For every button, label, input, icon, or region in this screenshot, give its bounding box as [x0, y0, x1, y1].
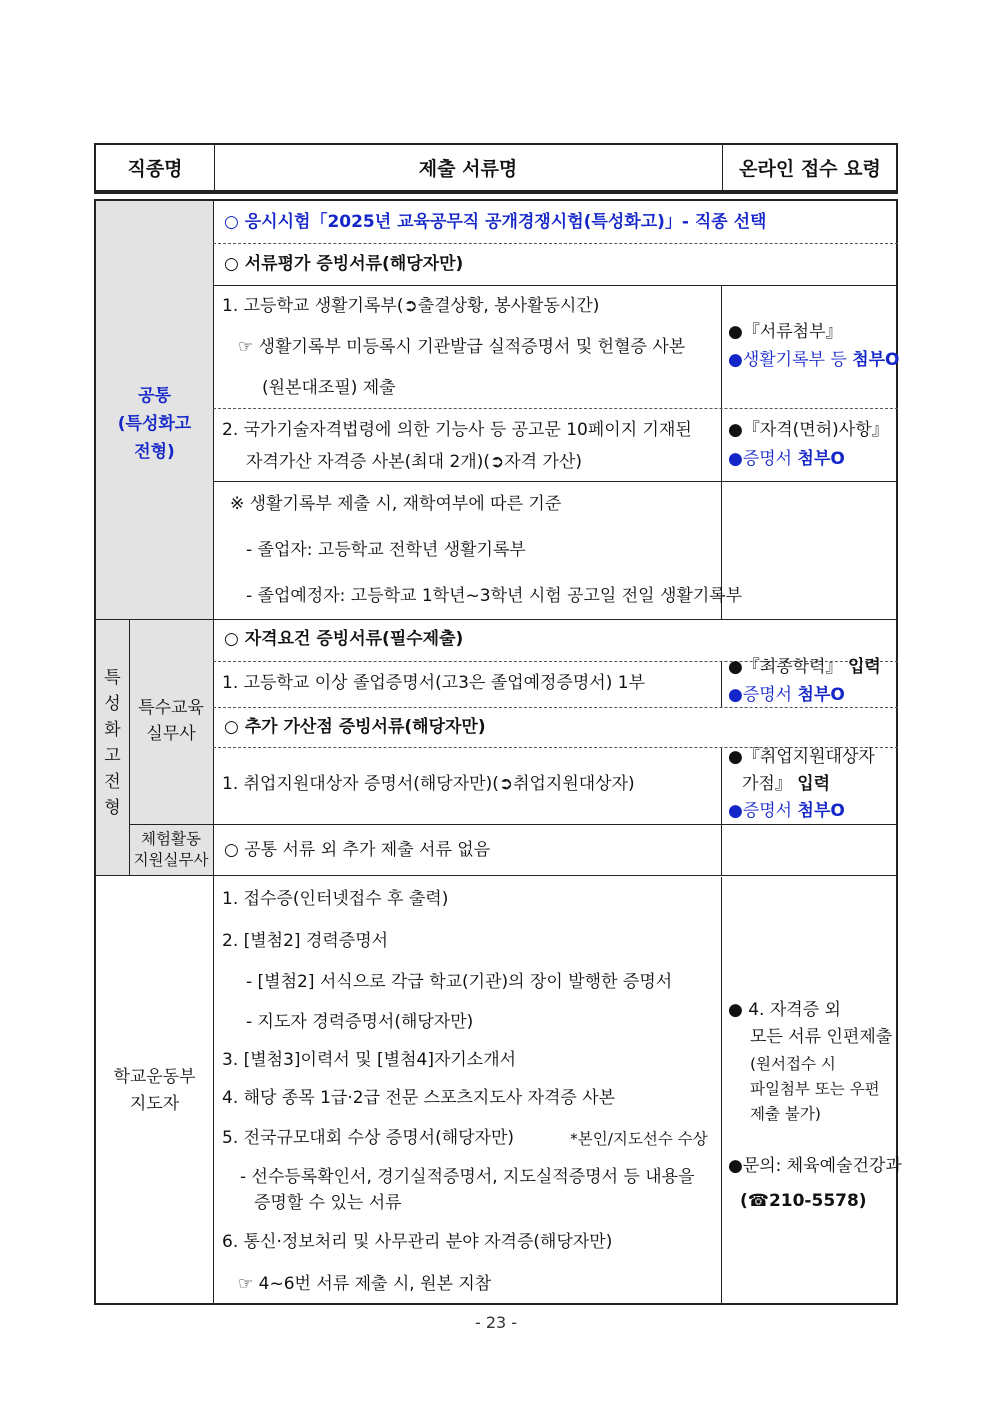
sports-contact: ●문의: 체육예술건강과: [728, 1156, 902, 1176]
sports-item-5b: 증명할 수 있는 서류: [254, 1193, 402, 1213]
common-label-1: 공통: [138, 386, 171, 406]
record-note-1: - 졸업자: 고등학교 전학년 생활기록부: [246, 540, 526, 560]
req1-right-1b: 입력: [847, 657, 881, 677]
item1-right-2b: 첨부O: [852, 350, 900, 370]
item1-right-2a: ●생활기록부 등: [728, 350, 853, 370]
header-row: [94, 143, 898, 192]
add1-right-3b: 첨부O: [797, 801, 845, 821]
job-experience-1: 체험활동: [141, 830, 201, 848]
common-item-1-note-2: (원본대조필) 제출: [262, 378, 396, 398]
req1-right-2b: 첨부O: [797, 685, 845, 705]
item2-right-2a: ●증명서: [728, 449, 798, 469]
sports-item-5a: - 선수등록확인서, 경기실적증명서, 지도실적증명서 등 내용을: [240, 1167, 695, 1187]
common-item-1-note: ☞ 생활기록부 미등록시 기관발급 실적증명서 및 헌혈증 사본: [238, 337, 686, 357]
sports-right-5: 제출 불가): [750, 1105, 821, 1123]
add1-right-2b: 입력: [797, 774, 831, 794]
sports-label-1: 학교운동부: [113, 1067, 196, 1087]
sports-item-2a: - [별첨2] 서식으로 각급 학교(기관)의 장이 발행한 증명서: [246, 972, 673, 992]
sports-right-1: ● 4. 자격증 외: [728, 1000, 841, 1020]
sports-item-5-note: *본인/지도선수 수상: [570, 1130, 708, 1148]
req1-right-1a: ●『최종학력』: [728, 657, 848, 677]
bonus-item-1: 1. 취업지원대상자 증명서(해당자만)(➲취업지원대상자): [222, 774, 635, 794]
add1-right-1: ●『취업지원대상자: [728, 747, 875, 767]
common-item-2: 2. 국가기술자격법령에 의한 기능사 등 공고문 10페이지 기재된: [222, 420, 692, 440]
sports-right-4: 파일첨부 또는 우편: [750, 1080, 880, 1098]
item2-right-2b: 첨부O: [797, 449, 845, 469]
qualification-item-1: 1. 고등학교 이상 졸업증명서(고3은 졸업예정증명서) 1부: [222, 673, 645, 693]
qualification-title: ○ 자격요건 증빙서류(필수제출): [224, 629, 464, 649]
bonus-title: ○ 추가 가산점 증빙서류(해당자만): [224, 717, 486, 737]
sports-right-2: 모든 서류 인편제출: [750, 1027, 893, 1047]
special-group-label: 특 성 화 고 전 형: [104, 668, 121, 818]
header-job: 직종명: [127, 158, 183, 180]
common-label-cell: [96, 201, 213, 619]
sports-item-6-note: ☞ 4~6번 서류 제출 시, 원본 지참: [238, 1274, 492, 1294]
page-number: - 23 -: [474, 1313, 518, 1332]
sports-item-4: 4. 해당 종목 1급·2급 전문 스포츠지도사 자격증 사본: [222, 1088, 616, 1108]
sports-item-6: 6. 통신·정보처리 및 사무관리 분야 자격증(해당자만): [222, 1232, 613, 1252]
experience-no-extra: ○ 공통 서류 외 추가 제출 서류 없음: [224, 840, 491, 860]
apply-exam-line: ○ 응시시험「2025년 교육공무직 공개경쟁시험(특성화고)」- 직종 선택: [224, 212, 767, 232]
common-item-1: 1. 고등학교 생활기록부(➲출결상황, 봉사활동시간): [222, 296, 600, 316]
sports-item-2: 2. [별첨2] 경력증명서: [222, 931, 389, 951]
sports-item-5: 5. 전국규모대회 수상 증명서(해당자만): [222, 1128, 515, 1148]
docs-eval-title: ○ 서류평가 증빙서류(해당자만): [224, 254, 464, 274]
record-note: ※ 생활기록부 제출 시, 재학여부에 따른 기준: [230, 494, 562, 514]
header-online: 온라인 접수 요령: [739, 158, 881, 180]
header-docs: 제출 서류명: [418, 158, 518, 180]
sports-phone: (☎210-5578): [740, 1191, 867, 1211]
req1-right-2a: ●증명서: [728, 685, 798, 705]
sports-item-2b: - 지도자 경력증명서(해당자만): [246, 1012, 474, 1032]
job-special-edu-1: 특수교육: [138, 698, 204, 718]
add1-right-3a: ●증명서: [728, 801, 798, 821]
main-table: [94, 199, 902, 1305]
sports-right-3: (원서접수 시: [750, 1055, 836, 1073]
sports-item-1: 1. 접수증(인터넷접수 후 출력): [222, 889, 449, 909]
common-label-2: (특성화고: [117, 414, 192, 434]
common-label-3: 전형): [134, 442, 175, 462]
add1-right-2a: 가점』: [742, 774, 798, 794]
record-note-2: - 졸업예정자: 고등학교 1학년~3학년 시험 공고일 전일 생활기록부: [246, 586, 743, 606]
sports-item-3: 3. [별첨3]이력서 및 [별첨4]자기소개서: [222, 1050, 517, 1070]
common-item-2b: 자격가산 자격증 사본(최대 2개)(➲자격 가산): [246, 452, 582, 472]
sports-label-2: 지도자: [129, 1094, 180, 1114]
item2-right-1: ●『자격(면허)사항』: [728, 420, 889, 440]
item1-right-1: ●『서류첨부』: [728, 322, 843, 342]
job-experience-2: 지원실무사: [133, 851, 209, 869]
job-special-edu-2: 실무사: [146, 724, 196, 744]
